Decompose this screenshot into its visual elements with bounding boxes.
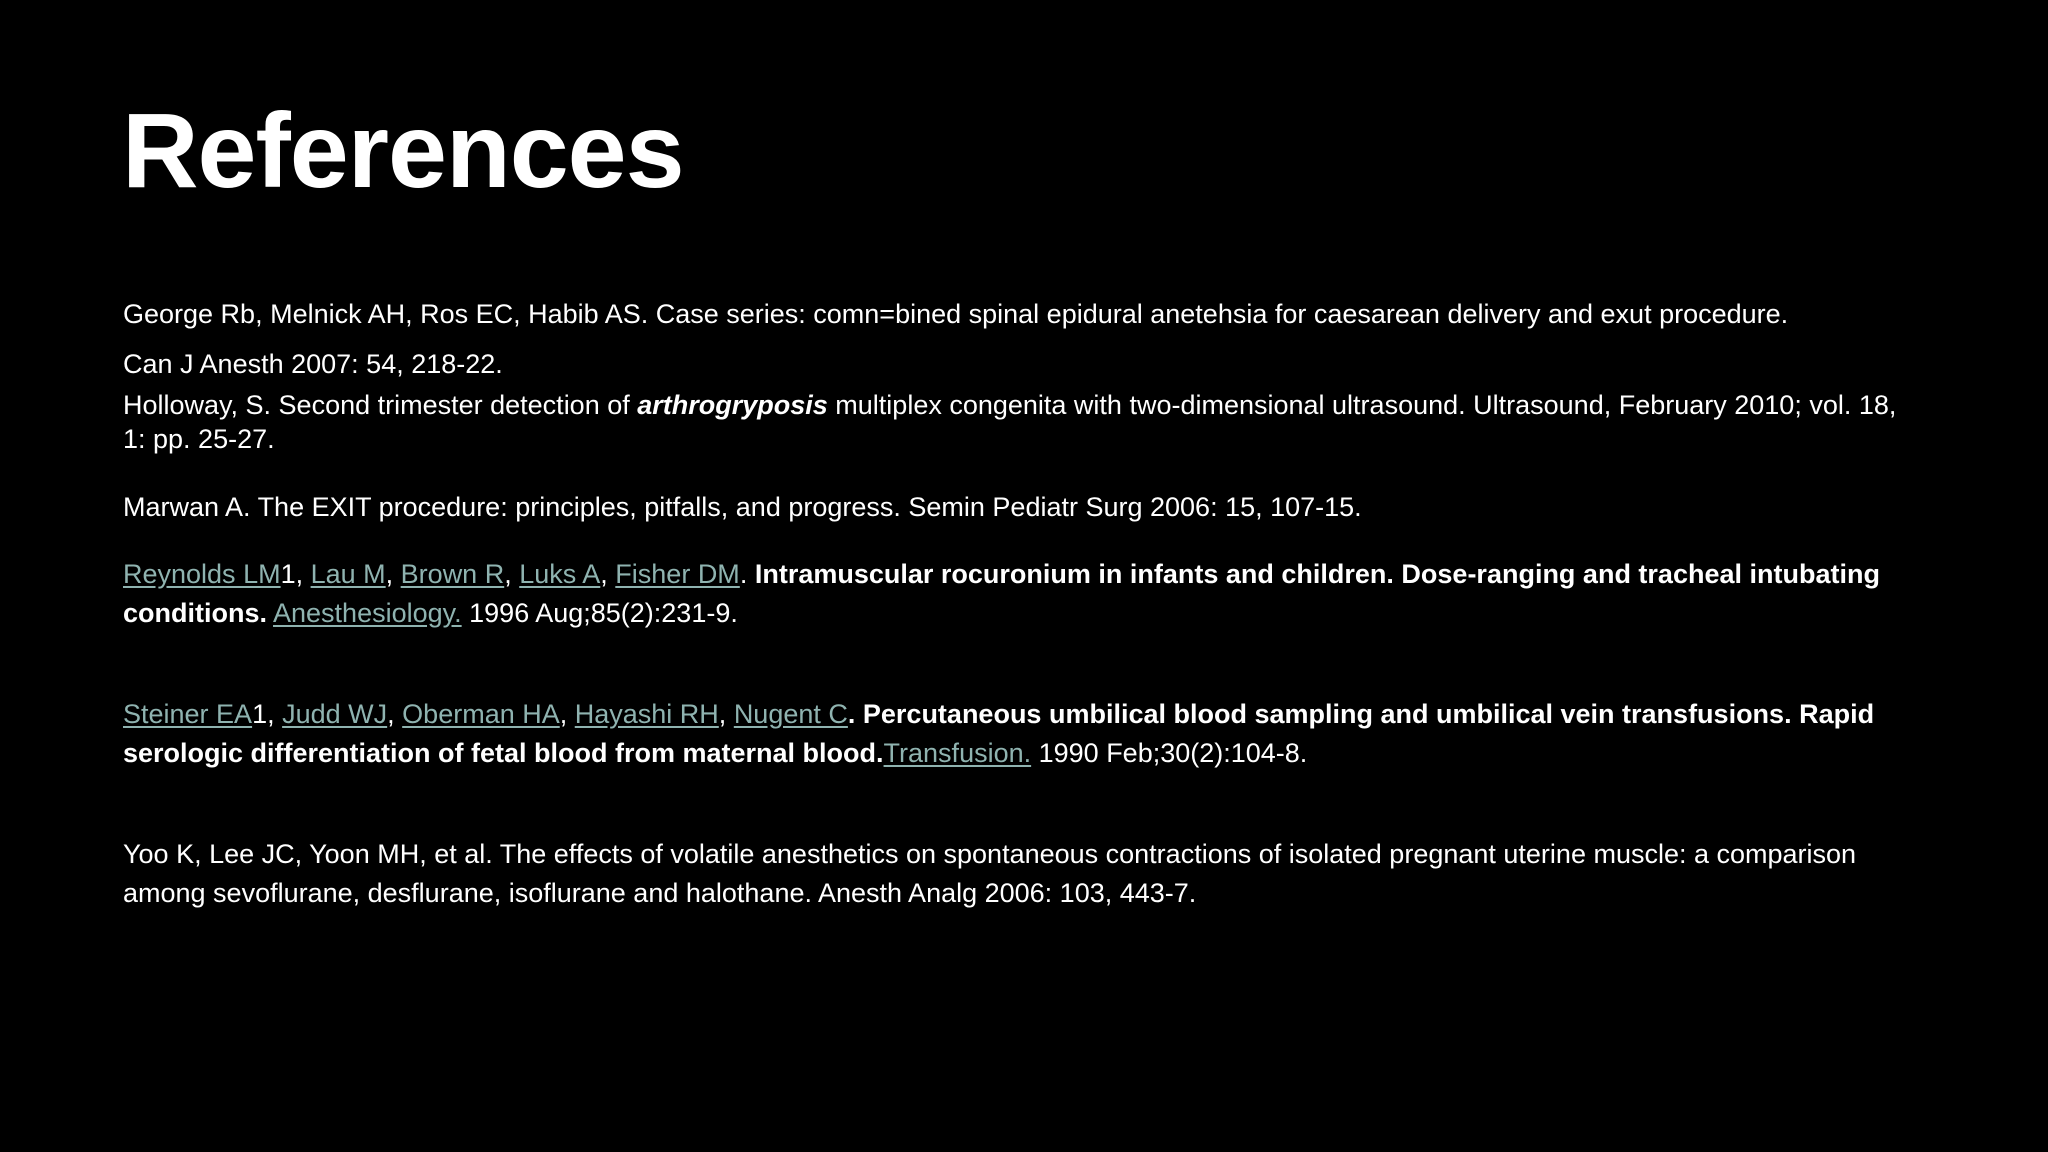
author-separator: , [600, 559, 616, 589]
author-separator: , [559, 699, 575, 729]
author-separator: 1, [280, 559, 311, 589]
author-separator: , [504, 559, 520, 589]
author-link[interactable]: Brown R [400, 559, 505, 589]
author-link[interactable]: Steiner EA [123, 699, 253, 729]
reference-yoo: Yoo K, Lee JC, Yoon MH, et al. The effects of volatile anesthetics on spontaneous contractions of isolated pregnant uterine muscle: a comparison among sevoflurane, desflurane, isoflurane and halothane. Anesth Analg 2006: 103, 443-7. [123, 839, 1857, 908]
author-link[interactable]: Reynolds LM [123, 559, 281, 589]
reference-title: Intramuscular rocuronium in infants and children. Dose-ranging and tracheal intubating conditions. [123, 559, 1880, 628]
author-link[interactable]: Judd WJ [282, 699, 388, 729]
slide-title: References [122, 92, 684, 210]
reference-reynolds [123, 555, 1903, 633]
author-link[interactable]: Hayashi RH [574, 699, 719, 729]
author-link[interactable]: Lau M [310, 559, 386, 589]
reference-text: Holloway, S. Second trimester detection of [123, 390, 638, 420]
author-link[interactable]: Nugent C [733, 699, 848, 729]
reference-steiner [123, 695, 1903, 773]
author-separator: 1, [252, 699, 283, 729]
reference-italic-term: arthrogryposis [637, 390, 828, 420]
author-link[interactable]: Fisher DM [615, 559, 740, 589]
author-separator: , [718, 699, 734, 729]
author-link[interactable]: Luks A [519, 559, 601, 589]
reference-george-journal: Can J Anesth 2007: 54, 218-22. [123, 349, 503, 379]
journal-link[interactable]: Anesthesiology. [273, 598, 462, 628]
reference-text: multiplex congenita with two-dimensional ultrasound. Ultrasound, February 2010; vol. 18, 1: pp. 25-27. [123, 390, 1897, 454]
reference-marwan: Marwan A. The EXIT procedure: principles, pitfalls, and progress. Semin Pediatr Surg 2006: 15, 107-15. [123, 492, 1362, 522]
reference-title: . Percutaneous umbilical blood sampling and umbilical vein transfusions. Rapid serologic differentiation of fetal blood from maternal blood. [123, 699, 1875, 768]
reference-details: 1996 Aug;85(2):231-9. [461, 598, 738, 628]
author-separator: . [739, 559, 755, 589]
author-link[interactable]: Oberman HA [402, 699, 560, 729]
reference-details: 1990 Feb;30(2):104-8. [1031, 738, 1308, 768]
reference-holloway [123, 388, 1903, 456]
author-separator: , [387, 699, 403, 729]
reference-george: George Rb, Melnick AH, Ros EC, Habib AS. Case series: comn=bined spinal epidural anetehsia for caesarean delivery and exut procedure. [123, 299, 1789, 329]
journal-link[interactable]: Transfusion. [883, 738, 1032, 768]
author-separator: , [385, 559, 401, 589]
